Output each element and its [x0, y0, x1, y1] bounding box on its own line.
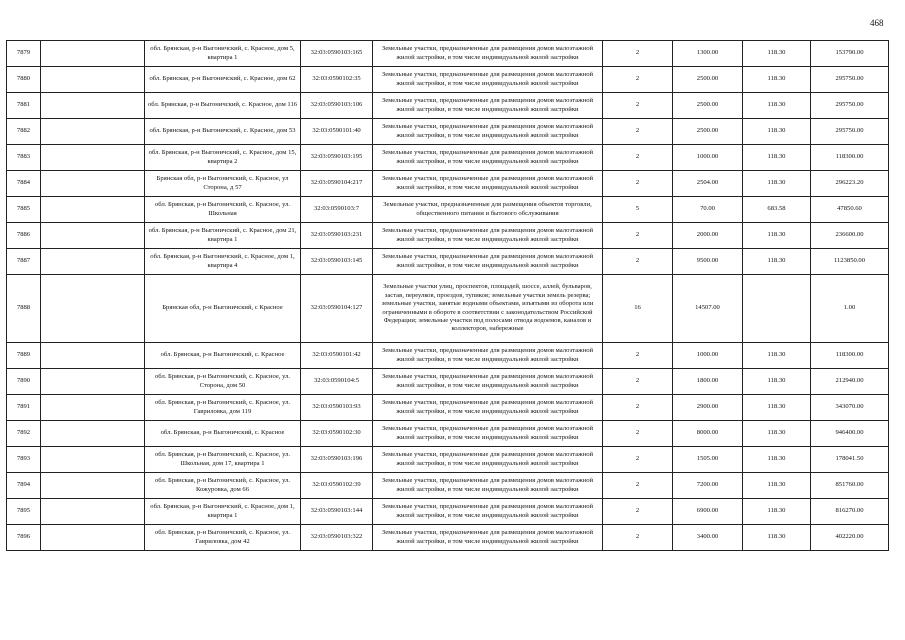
- address-cell: обл. Брянская, р-н Выгоничский, с. Красное, дом 5, квартира 1: [145, 41, 301, 67]
- specific-value-cell: 118.30: [743, 93, 811, 119]
- cadastral-number-cell: 32:03:0590103:93: [301, 395, 373, 421]
- cadastral-number-cell: 32:03:0590103:196: [301, 447, 373, 473]
- specific-value-cell: 118.30: [743, 525, 811, 551]
- group-number-cell: 2: [603, 499, 673, 525]
- group-number-cell: 2: [603, 171, 673, 197]
- table-row: [7, 275, 889, 343]
- specific-value-cell: 118.30: [743, 473, 811, 499]
- area-cell: 2000.00: [673, 223, 743, 249]
- cadastral-value-cell: 295750.00: [811, 93, 889, 119]
- blank-cell: [41, 275, 145, 343]
- area-cell: 2504.00: [673, 171, 743, 197]
- specific-value-cell: 118.30: [743, 171, 811, 197]
- group-number-cell: 2: [603, 119, 673, 145]
- specific-value-cell: 118.30: [743, 249, 811, 275]
- address-cell: обл. Брянская, р-н Выгоничский, с. Красное: [145, 343, 301, 369]
- row-number-cell: 7889: [7, 343, 41, 369]
- cadastral-value-cell: 1123850.00: [811, 249, 889, 275]
- area-cell: 7200.00: [673, 473, 743, 499]
- cadastral-number-cell: 32:03:0590102:39: [301, 473, 373, 499]
- address-cell: обл. Брянская, р-н Выгоничский, с. Красное, ул. Кожуровка, дом 66: [145, 473, 301, 499]
- blank-cell: [41, 343, 145, 369]
- blank-cell: [41, 223, 145, 249]
- specific-value-cell: 118.30: [743, 343, 811, 369]
- address-cell: обл. Брянская, р-н Выгоничский, с. Красное, ул. Гавриловка, дом 42: [145, 525, 301, 551]
- cadastral-number-cell: 32:03:0590103:231: [301, 223, 373, 249]
- specific-value-cell: 118.30: [743, 67, 811, 93]
- address-cell: обл. Брянская, р-н Выгоничский, с. Красное, дом 15, квартира 2: [145, 145, 301, 171]
- row-number-cell: 7880: [7, 67, 41, 93]
- group-number-cell: 5: [603, 197, 673, 223]
- blank-cell: [41, 473, 145, 499]
- row-number-cell: 7883: [7, 145, 41, 171]
- blank-cell: [41, 447, 145, 473]
- row-number-cell: 7891: [7, 395, 41, 421]
- specific-value-cell: 118.30: [743, 223, 811, 249]
- group-number-cell: 2: [603, 223, 673, 249]
- cadastral-value-cell: 296223.20: [811, 171, 889, 197]
- land-use-cell: Земельные участки улиц, проспектов, площадей, шоссе, аллей, бульваров, застав, переулков, проездов, тупиков; земельные участки земель резерва; земельные участки, занятые водными объектами, изъятыми из оборота или ограниченными в обороте в соответствии с законодательством Российской Федерации; земельные участки под полосами отвода водоемов, каналов и коллекторов, набережные: [373, 275, 603, 343]
- group-number-cell: 2: [603, 67, 673, 93]
- cadastral-number-cell: 32:03:0590102:35: [301, 67, 373, 93]
- table-row: [7, 447, 889, 473]
- land-use-cell: Земельные участки, предназначенные для размещения домов малоэтажной жилой застройки, в том числе индивидуальной жилой застройки: [373, 395, 603, 421]
- table-row: [7, 145, 889, 171]
- land-use-cell: Земельные участки, предназначенные для размещения домов малоэтажной жилой застройки, в том числе индивидуальной жилой застройки: [373, 343, 603, 369]
- blank-cell: [41, 171, 145, 197]
- group-number-cell: 2: [603, 473, 673, 499]
- land-use-cell: Земельные участки, предназначенные для размещения объектов торговли, общественного питания и бытового обслуживания: [373, 197, 603, 223]
- address-cell: обл. Брянская, р-н Выгоничский, с. Красное, дом 53: [145, 119, 301, 145]
- table-row: [7, 223, 889, 249]
- area-cell: 1000.00: [673, 343, 743, 369]
- land-use-cell: Земельные участки, предназначенные для размещения домов малоэтажной жилой застройки, в том числе индивидуальной жилой застройки: [373, 369, 603, 395]
- row-number-cell: 7890: [7, 369, 41, 395]
- land-use-cell: Земельные участки, предназначенные для размещения домов малоэтажной жилой застройки, в том числе индивидуальной жилой застройки: [373, 421, 603, 447]
- table-row: [7, 369, 889, 395]
- blank-cell: [41, 499, 145, 525]
- table-row: [7, 343, 889, 369]
- address-cell: обл. Брянская, р-н Выгоничский, с. Красное, дом 62: [145, 67, 301, 93]
- area-cell: 1800.00: [673, 369, 743, 395]
- area-cell: 9500.00: [673, 249, 743, 275]
- group-number-cell: 2: [603, 447, 673, 473]
- area-cell: 8000.00: [673, 421, 743, 447]
- table-row: [7, 67, 889, 93]
- group-number-cell: 2: [603, 395, 673, 421]
- group-number-cell: 16: [603, 275, 673, 343]
- address-cell: обл. Брянская, р-н Выгоничский, с. Красное, ул. Школьная: [145, 197, 301, 223]
- specific-value-cell: 683.58: [743, 197, 811, 223]
- blank-cell: [41, 145, 145, 171]
- area-cell: 2900.00: [673, 395, 743, 421]
- cadastral-value-cell: 47850.60: [811, 197, 889, 223]
- table-row: [7, 499, 889, 525]
- address-cell: обл. Брянская, р-н Выгоничский, с. Красное, ул. Школьная, дом 17, квартира 1: [145, 447, 301, 473]
- address-cell: обл. Брянская, р-н Выгоничский, с. Красное, дом 1, квартира 4: [145, 249, 301, 275]
- cadastral-value-cell: 178041.50: [811, 447, 889, 473]
- cadastral-number-cell: 32:03:0590102:30: [301, 421, 373, 447]
- specific-value-cell: 118.30: [743, 145, 811, 171]
- area-cell: 2500.00: [673, 119, 743, 145]
- blank-cell: [41, 421, 145, 447]
- cadastral-value-cell: 236600.00: [811, 223, 889, 249]
- cadastral-value-cell: 153790.00: [811, 41, 889, 67]
- land-use-cell: Земельные участки, предназначенные для размещения домов малоэтажной жилой застройки, в том числе индивидуальной жилой застройки: [373, 249, 603, 275]
- row-number-cell: 7894: [7, 473, 41, 499]
- cadastral-value-cell: 946400.00: [811, 421, 889, 447]
- cadastral-number-cell: 32:03:0590103:165: [301, 41, 373, 67]
- row-number-cell: 7896: [7, 525, 41, 551]
- area-cell: 6900.00: [673, 499, 743, 525]
- land-use-cell: Земельные участки, предназначенные для размещения домов малоэтажной жилой застройки, в том числе индивидуальной жилой застройки: [373, 145, 603, 171]
- row-number-cell: 7879: [7, 41, 41, 67]
- specific-value-cell: 118.30: [743, 421, 811, 447]
- blank-cell: [41, 119, 145, 145]
- cadastral-value-cell: 343070.00: [811, 395, 889, 421]
- land-use-cell: Земельные участки, предназначенные для размещения домов малоэтажной жилой застройки, в том числе индивидуальной жилой застройки: [373, 67, 603, 93]
- specific-value-cell: 118.30: [743, 41, 811, 67]
- land-use-cell: Земельные участки, предназначенные для размещения домов малоэтажной жилой застройки, в том числе индивидуальной жилой застройки: [373, 499, 603, 525]
- address-cell: обл. Брянская, р-н Выгоничский, с. Красное, ул. Сторона, дом 50: [145, 369, 301, 395]
- cadastral-number-cell: 32:03:0590103:195: [301, 145, 373, 171]
- cadastral-number-cell: 32:03:0590103:7: [301, 197, 373, 223]
- group-number-cell: 2: [603, 343, 673, 369]
- table-row: [7, 473, 889, 499]
- address-cell: Брянская обл, р-н Выгоничский, с. Красное, ул Сторона, д 57: [145, 171, 301, 197]
- specific-value-cell: 118.30: [743, 369, 811, 395]
- cadastral-number-cell: 32:03:0590103:106: [301, 93, 373, 119]
- address-cell: обл. Брянская, р-н Выгоничский, с. Красное: [145, 421, 301, 447]
- blank-cell: [41, 93, 145, 119]
- blank-cell: [41, 395, 145, 421]
- land-use-cell: Земельные участки, предназначенные для размещения домов малоэтажной жилой застройки, в том числе индивидуальной жилой застройки: [373, 119, 603, 145]
- row-number-cell: 7881: [7, 93, 41, 119]
- row-number-cell: 7887: [7, 249, 41, 275]
- row-number-cell: 7885: [7, 197, 41, 223]
- area-cell: 2500.00: [673, 67, 743, 93]
- area-cell: 1000.00: [673, 145, 743, 171]
- address-cell: Брянская обл, р-н Выгоничский, с Красное: [145, 275, 301, 343]
- blank-cell: [41, 197, 145, 223]
- land-use-cell: Земельные участки, предназначенные для размещения домов малоэтажной жилой застройки, в том числе индивидуальной жилой застройки: [373, 223, 603, 249]
- specific-value-cell: 118.30: [743, 395, 811, 421]
- table-row: [7, 119, 889, 145]
- address-cell: обл. Брянская, р-н Выгоничский, с. Красное, ул. Гавриловка, дом 119: [145, 395, 301, 421]
- group-number-cell: 2: [603, 369, 673, 395]
- cadastral-number-cell: 32:03:0590103:144: [301, 499, 373, 525]
- specific-value-cell: [743, 275, 811, 343]
- address-cell: обл. Брянская, р-н Выгоничский, с. Красное, дом 116: [145, 93, 301, 119]
- area-cell: 1300.00: [673, 41, 743, 67]
- cadastral-value-cell: 118300.00: [811, 343, 889, 369]
- row-number-cell: 7886: [7, 223, 41, 249]
- cadastral-number-cell: 32:03:0590103:145: [301, 249, 373, 275]
- blank-cell: [41, 67, 145, 93]
- cadastral-number-cell: 32:03:0590103:322: [301, 525, 373, 551]
- land-use-cell: Земельные участки, предназначенные для размещения домов малоэтажной жилой застройки, в том числе индивидуальной жилой застройки: [373, 171, 603, 197]
- specific-value-cell: 118.30: [743, 447, 811, 473]
- area-cell: 3400.00: [673, 525, 743, 551]
- land-use-cell: Земельные участки, предназначенные для размещения домов малоэтажной жилой застройки, в том числе индивидуальной жилой застройки: [373, 525, 603, 551]
- table-row: [7, 197, 889, 223]
- cadastral-number-cell: 32:03:0590104:5: [301, 369, 373, 395]
- blank-cell: [41, 369, 145, 395]
- land-use-cell: Земельные участки, предназначенные для размещения домов малоэтажной жилой застройки, в том числе индивидуальной жилой застройки: [373, 473, 603, 499]
- table-row: [7, 395, 889, 421]
- cadastral-value-cell: 851760.00: [811, 473, 889, 499]
- cadastral-value-cell: 118300.00: [811, 145, 889, 171]
- cadastral-value-cell: 816270.00: [811, 499, 889, 525]
- area-cell: 70.00: [673, 197, 743, 223]
- area-cell: 1505.00: [673, 447, 743, 473]
- table-row: [7, 93, 889, 119]
- group-number-cell: 2: [603, 421, 673, 447]
- group-number-cell: 2: [603, 41, 673, 67]
- row-number-cell: 7882: [7, 119, 41, 145]
- land-use-cell: Земельные участки, предназначенные для размещения домов малоэтажной жилой застройки, в том числе индивидуальной жилой застройки: [373, 447, 603, 473]
- cadastral-value-cell: 295750.00: [811, 67, 889, 93]
- table-row: [7, 421, 889, 447]
- blank-cell: [41, 525, 145, 551]
- specific-value-cell: 118.30: [743, 119, 811, 145]
- row-number-cell: 7895: [7, 499, 41, 525]
- cadastral-value-cell: 295750.00: [811, 119, 889, 145]
- cadastral-value-cell: 212940.00: [811, 369, 889, 395]
- group-number-cell: 2: [603, 525, 673, 551]
- cadastral-value-cell: 1.00: [811, 275, 889, 343]
- page-number: 468: [870, 18, 884, 28]
- group-number-cell: 2: [603, 93, 673, 119]
- row-number-cell: 7884: [7, 171, 41, 197]
- cadastral-value-cell: 402220.00: [811, 525, 889, 551]
- table-row: [7, 171, 889, 197]
- land-use-cell: Земельные участки, предназначенные для размещения домов малоэтажной жилой застройки, в том числе индивидуальной жилой застройки: [373, 41, 603, 67]
- cadastral-value-table: [6, 40, 889, 551]
- address-cell: обл. Брянская, р-н Выгоничский, с. Красное, дом 21, квартира 1: [145, 223, 301, 249]
- group-number-cell: 2: [603, 249, 673, 275]
- group-number-cell: 2: [603, 145, 673, 171]
- area-cell: 14507.00: [673, 275, 743, 343]
- blank-cell: [41, 41, 145, 67]
- table-row: [7, 41, 889, 67]
- blank-cell: [41, 249, 145, 275]
- area-cell: 2500.00: [673, 93, 743, 119]
- specific-value-cell: 118.30: [743, 499, 811, 525]
- cadastral-number-cell: 32:03:0590101:42: [301, 343, 373, 369]
- land-use-cell: Земельные участки, предназначенные для размещения домов малоэтажной жилой застройки, в том числе индивидуальной жилой застройки: [373, 93, 603, 119]
- row-number-cell: 7892: [7, 421, 41, 447]
- cadastral-number-cell: 32:03:0590104:127: [301, 275, 373, 343]
- table-row: [7, 525, 889, 551]
- address-cell: обл. Брянская, р-н Выгоничский, с. Красное, дом 1, квартира 1: [145, 499, 301, 525]
- cadastral-number-cell: 32:03:0590104:217: [301, 171, 373, 197]
- table-body: [7, 41, 889, 551]
- table-row: [7, 249, 889, 275]
- row-number-cell: 7888: [7, 275, 41, 343]
- cadastral-number-cell: 32:03:0590101:40: [301, 119, 373, 145]
- row-number-cell: 7893: [7, 447, 41, 473]
